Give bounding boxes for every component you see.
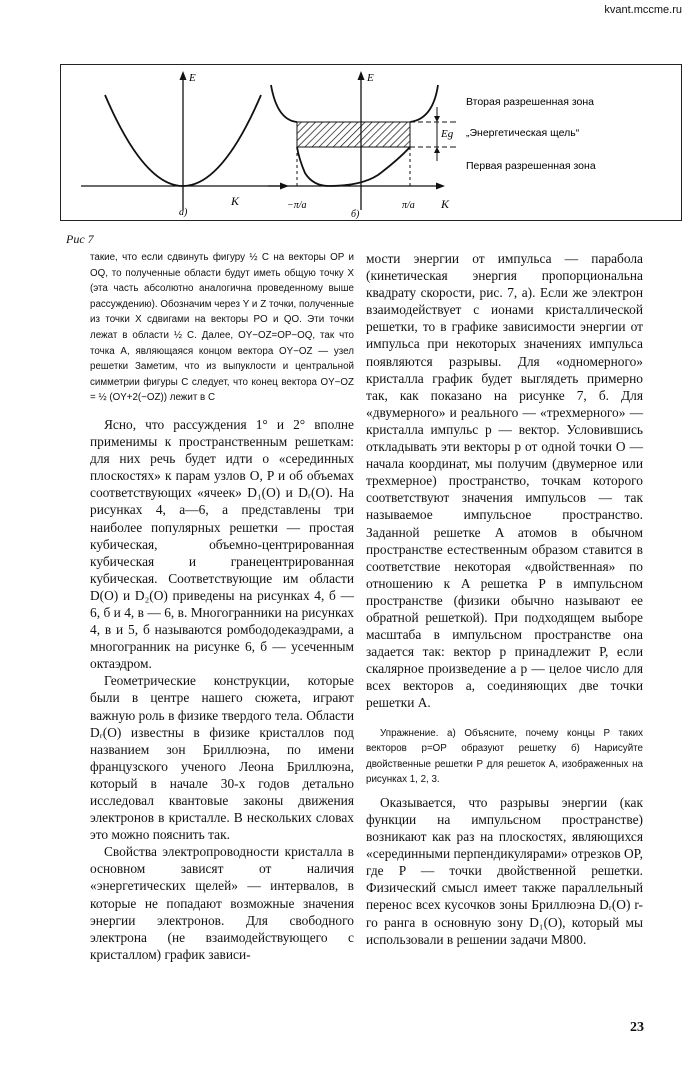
right-column (366, 250, 643, 948)
exercise-paragraph: Упражнение. а) Объясните, почему концы P таких векторов p=OP образуют решетку б) Нарисуйте двойственные решетки P для решеток A, изображенных на рисунках 1, 2, 3. (366, 727, 643, 786)
plot-b-upper-band-left (271, 85, 297, 122)
paragraph-gaps: Оказывается, что разрывы энергии (как функции на импульсном пространстве) возникают как раз на плоскостях, являющихся «серединными перпендикулярами» отрезков OP, где P — точки двойственной решетки. Физический смысл имеет также параллельный перенос всех кусочков зоны Бриллюэна Dᵣ(O) r-го ранга в основную зону D₁(O), который мы использовали в решении задачи M800. (366, 794, 643, 947)
plot-a-panel-label: а) (179, 207, 188, 218)
figure-7-drawing (61, 65, 683, 222)
paragraph-dispersion: мости энергии от импульса — парабола (кинетическая энергия пропорциональна квадрату скорости, рис. 7, а). Если же электрон взаимодействует с ионами кристаллической решетки, то в графике зависимости энергии от импульса при некоторых значениях импульса появляются разрывы. Для «одномерного» кристалла график будет выглядеть примерно так, как показано на рисунке 7, б. Для «двумерного» и реального — «трехмерного» — кристалла импульс p — вектор. Условившись откладывать эти векторы p от одной точки O — начала координат, мы получим (двумерное или трехмерное) пространство, точкам которого соответствуют значения импульсов — так называемое импульсное пространство. Заданной решетке A атомов в обычном пространстве естественным образом ставится в соответствие некоторая «двойственная» по отношению к A решетка P в импульсном пространстве (физики обычно называют ее обратной решеткой). При подходящем выборе масштаба в импульсном пространстве она задается так: вектор p принадлежит P, если скалярное произведение a p — целое число для всех векторов a, соединяющих две точки решетки A. (366, 251, 643, 711)
plot-a-e-label: E (189, 72, 196, 84)
figure-7 (60, 64, 682, 221)
plot-b-upper-band-right (410, 85, 438, 122)
page-number: 23 (630, 1020, 644, 1035)
plot-b-panel-label: б) (351, 209, 360, 220)
plot-b-k-label: K (441, 197, 450, 211)
left-column (90, 250, 354, 963)
gap-label: „Энергетическая щель“ (466, 127, 580, 139)
paragraph-brillouin: Геометрические конструкции, которые были в центре нашего сюжета, играют важную роль в физике твердого тела. Области Dᵣ(O) известны в физике кристаллов под названием зон Бриллюэна, по имени французского ученого Леона Бриллюэна, который в начале 30-х годов детально исследовал квантовые законы движения электронов в кристалле. В нескольких словах это можно пояснить так. (90, 673, 354, 843)
zone2-label: Вторая разрешенная зона (466, 96, 594, 108)
zone1-label: Первая разрешенная зона (466, 160, 596, 172)
plot-b-lower-band-left (297, 147, 329, 186)
plot-b (268, 71, 456, 220)
tick-pi-a: π/a (402, 200, 415, 211)
plot-b-lower-band-right (329, 147, 410, 186)
plot-a (81, 71, 289, 218)
paragraph-spatial-lattices: Ясно, что рассуждения 1° и 2° вполне применимы к пространственным решеткам: для них речь будет идти о «серединных плоскостях» к парам узлов O, P и об объемах соответствующих «ячеек» D₁(O) и Dᵣ(O). На рисунках 4, а—6, а представлены три наиболее популярных решетки — простая кубическая, объемно-центрированная кубическая и гранецентрированная кубическая. Соответствующие им области D(O) и D₂(O) приведены на рисунках 4, б — 6, б и 4, в — 6, в. Многогранники на рисунках 4, в и 5, б называются ромбододекаэдрами, а многогранник на рисунке 6, б — усеченным октаэдром. (90, 416, 354, 672)
figure-caption: Рис 7 (66, 232, 94, 246)
plot-a-k-label: K (231, 194, 240, 208)
eg-label: Eg (441, 128, 454, 140)
energy-gap-band (297, 122, 410, 147)
plot-b-e-label: E (367, 72, 374, 84)
site-url: kvant.mccme.ru (604, 4, 682, 16)
paragraph-conductivity: Свойства электропроводности кристалла в основном зависят от наличия «энергетических щелей» — интервалов, в которые не попадают возможные значения энергии электронов. Для свободного электрона (не взаимодействующего с кристаллом) график зависи- (90, 844, 354, 962)
tick-minus-pi-a: −π/a (287, 200, 307, 211)
intro-paragraph: такие, что если сдвинуть фигуру ½ C на векторы OP и OQ, то полученные области будут иметь общую точку X (эта часть абсолютно аналогична проведенному выше рассуждению). Обозначим через Y и Z точки, полученные из точки X сдвигами на векторы PO и QO. Эти точки лежат в области ½ C. Далее, OY−OZ=OP−OQ, так что точка A, являющаяся концом вектора OY−OZ — узел решетки Заметим, что из выпуклости и центральной симметрии фигуры C следует, что конец вектора OY−OZ = ½ (OY+2(−OZ)) лежит в C (90, 252, 354, 404)
